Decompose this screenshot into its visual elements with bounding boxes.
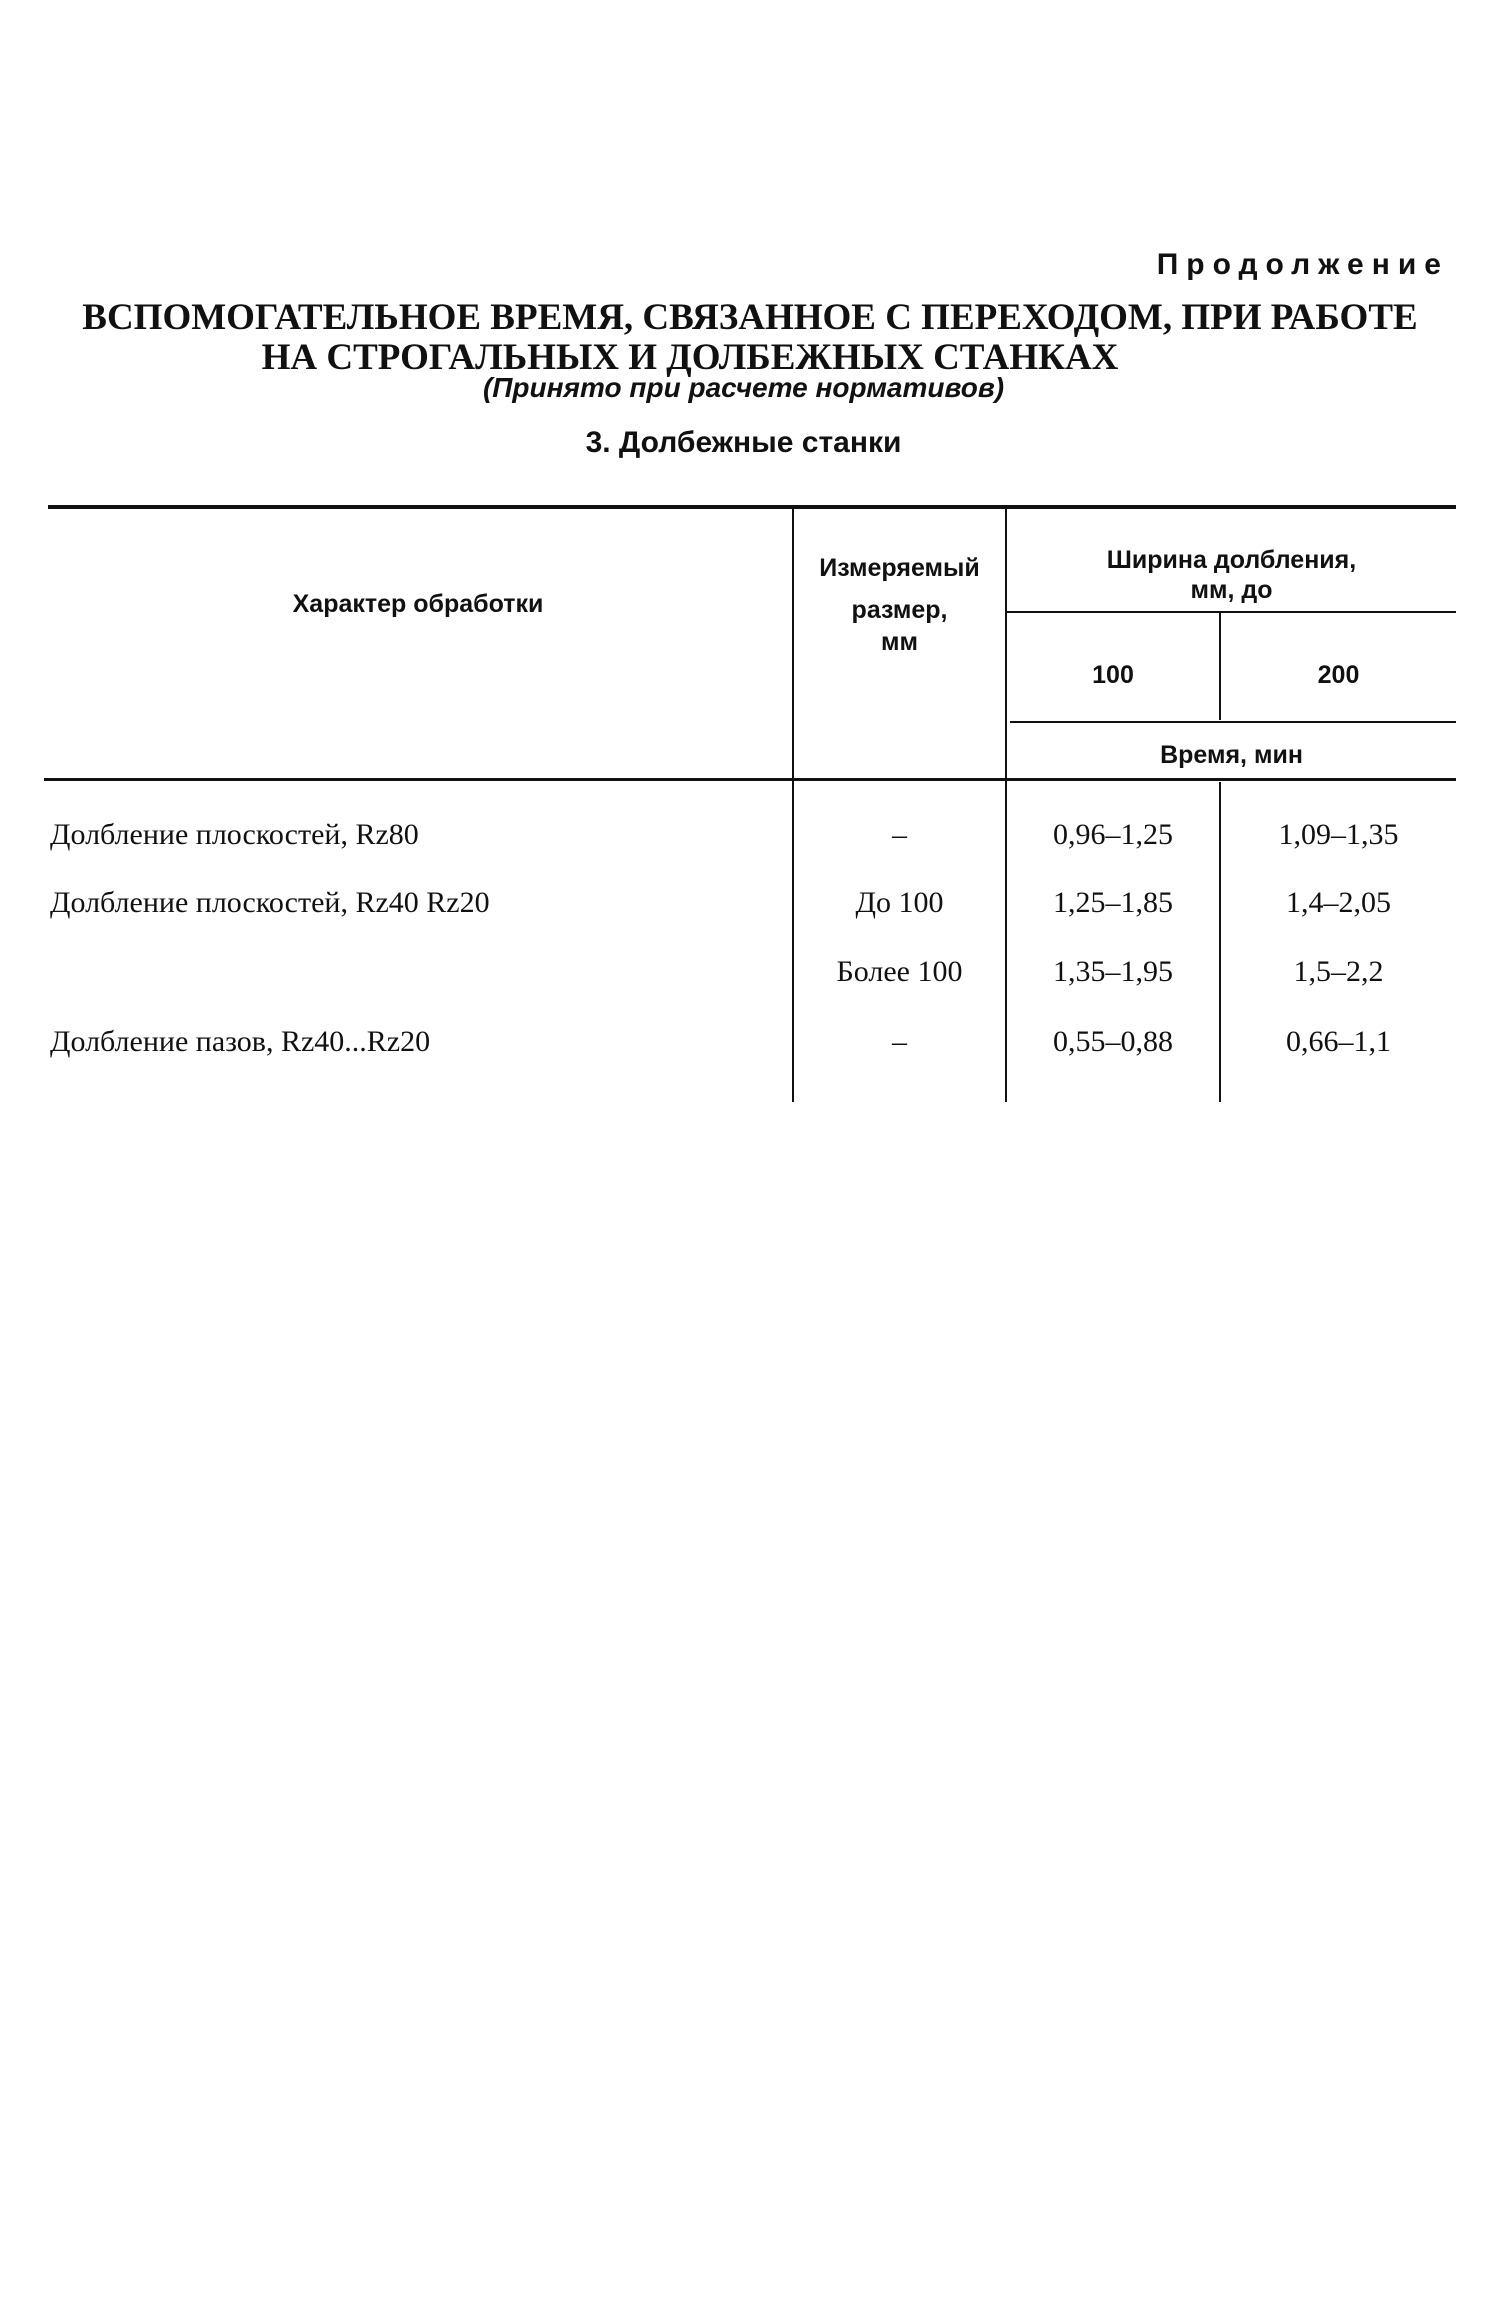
header-width-line-1: Ширина долбления,	[1106, 546, 1357, 574]
table-top-rule	[48, 505, 1456, 509]
row-2-width-100: 1,25–1,85	[1053, 886, 1173, 919]
header-measured-size-line-1: Измеряемый	[819, 554, 980, 582]
header-width-line-2: мм, до	[1190, 576, 1273, 604]
row-4-width-200: 0,66–1,1	[1286, 1025, 1391, 1058]
table-header-bottom-rule	[44, 778, 1456, 781]
row-3-size: Более 100	[836, 955, 963, 988]
row-4-processing: Долбление пазов, Rz40...Rz20	[50, 1025, 431, 1058]
header-measured-size-line-3: мм	[881, 628, 918, 656]
row-1-width-100: 0,96–1,25	[1053, 818, 1173, 851]
row-1-width-200: 1,09–1,35	[1278, 818, 1399, 851]
header-time-label: Время, мин	[1160, 741, 1303, 769]
row-3-width-200: 1,5–2,2	[1293, 955, 1384, 988]
row-2-processing: Долбление плоскостей, Rz40 Rz20	[50, 886, 490, 919]
row-2-width-200: 1,4–2,05	[1286, 886, 1391, 919]
width-group-rule	[1006, 611, 1456, 613]
header-measured-size-line-2: размер,	[851, 596, 948, 624]
header-width-100: 100	[1092, 661, 1134, 689]
row-1-processing: Долбление плоскостей, Rz80	[50, 818, 419, 851]
row-4-size: –	[892, 1025, 907, 1058]
section-heading: 3. Долбежные станки	[585, 426, 902, 459]
row-2-size: До 100	[855, 886, 944, 919]
document-title-line-2: НА СТРОГАЛЬНЫХ И ДОЛБЕЖНЫХ СТАНКАХ	[261, 337, 1119, 378]
time-label-rule	[1010, 721, 1456, 723]
continuation-label: Продолжение	[1156, 248, 1449, 281]
row-4-width-100: 0,55–0,88	[1053, 1025, 1173, 1058]
header-processing: Характер обработки	[292, 590, 544, 618]
document-title-line-1: ВСПОМОГАТЕЛЬНОЕ ВРЕМЯ, СВЯЗАННОЕ С ПЕРЕХОДОМ, ПРИ РАБОТЕ	[82, 297, 1418, 338]
header-width-200: 200	[1317, 661, 1360, 689]
row-3-width-100: 1,35–1,95	[1053, 955, 1173, 988]
row-1-size: –	[892, 818, 907, 851]
document-subtitle: (Принято при расчете нормативов)	[482, 372, 1005, 403]
